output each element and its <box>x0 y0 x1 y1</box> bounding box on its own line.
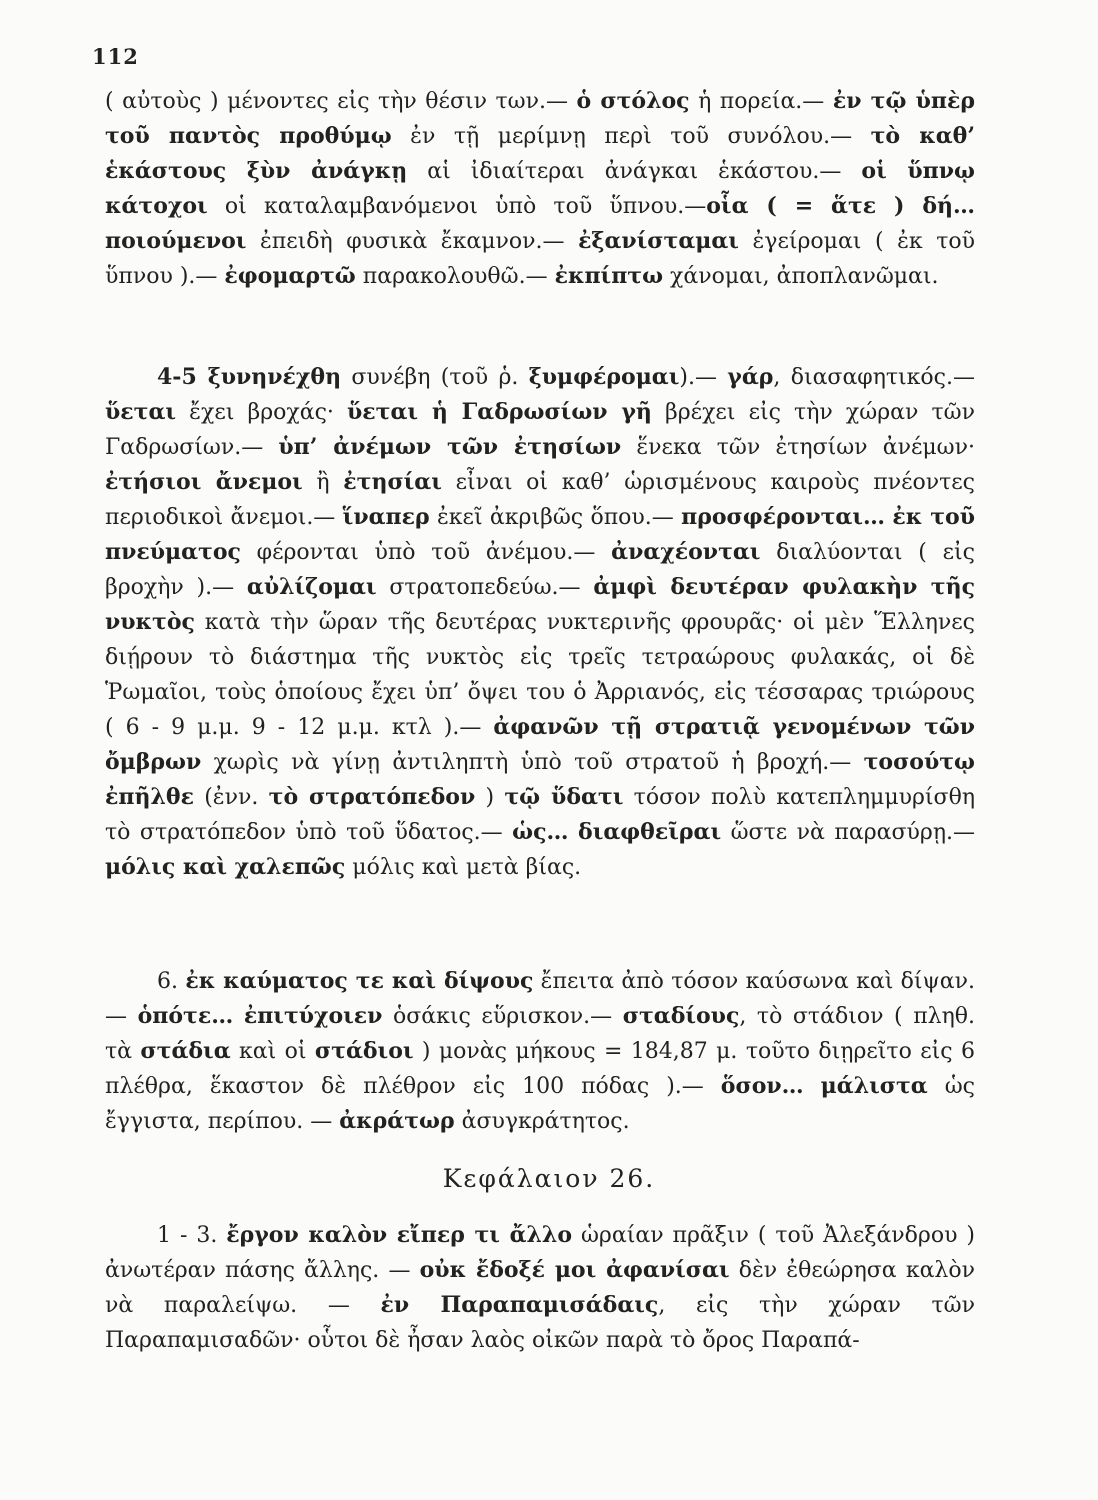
gloss-text: οἱ καταλαμβανόμενοι ὑπὸ τοῦ ὕπνου.— <box>207 194 707 219</box>
lemma-term: μόλις καὶ χαλεπῶς <box>105 854 346 880</box>
gloss-text: ἀσυγκράτητος. <box>454 1109 630 1134</box>
gloss-text: ( αὐτοὺς ) μένοντες εἰς τὴν θέσιν των.— <box>105 89 577 114</box>
lemma-term: ὑπ’ ἀνέμων τῶν ἐτησίων <box>278 434 622 460</box>
lemma-term: μάλιστα <box>820 1073 928 1099</box>
lemma-term: ἐξανίσταμαι <box>578 228 739 254</box>
chapter-heading: Κεφάλαιον 26. <box>442 1164 656 1193</box>
lemma-term: ἐκπίπτω <box>554 263 664 289</box>
lemma-term: 4-5 ξυνηνέχθη <box>157 364 342 390</box>
lemma-term: αὐλίζομαι <box>246 574 377 600</box>
lemma-term: ποιούμενοι <box>105 228 247 254</box>
lemma-term: ἵναπερ <box>342 504 430 530</box>
lemma-term: ὁ στόλος <box>576 88 690 114</box>
lemma-term: τοσούτῳ ἐπῆλθε <box>105 749 975 810</box>
gloss-text: βρέχει εἰς τὴν χώραν τῶν Γαδρωσίων.— <box>105 400 975 460</box>
gloss-text: ἔχει βροχάς· <box>176 400 348 425</box>
gloss-text: καὶ οἱ <box>230 1039 315 1064</box>
gloss-text: συνέβη (τοῦ ῥ. <box>341 365 529 390</box>
lemma-term: ἐν τῷ ὑπὲρ τοῦ παντὸς προθύμῳ <box>105 88 975 149</box>
lemma-term: ὁπότε… <box>137 1003 234 1029</box>
gloss-text: ἕνεκα τῶν ἐτησίων ἀνέμων· <box>621 435 975 460</box>
lemma-term: στάδια <box>140 1038 231 1064</box>
gloss-text: ).— <box>679 365 728 390</box>
gloss-text: ὡς ἔγγιστα, περίπου. — <box>105 1074 975 1134</box>
gloss-text: ἡ πορεία.— <box>689 89 833 114</box>
gloss-text <box>569 820 579 845</box>
gloss-text: ἢ <box>302 470 344 495</box>
gloss-text: εἶναι οἱ καθ’ ὡρισμένους καιροὺς πνέοντες περιοδικοὶ ἄνεμοι.— <box>105 470 975 530</box>
lemma-term: ὡς… <box>512 819 569 845</box>
lemma-term: στάδιοι <box>314 1038 414 1064</box>
gloss-text: , τὸ στάδιον ( πληθ. τὰ <box>105 1004 976 1064</box>
gloss-text: χωρὶς νὰ γίνῃ ἀντιληπτὴ ὑπὸ τοῦ στρατοῦ ἡ βροχή.— <box>201 750 864 775</box>
gloss-text: , εἰς τὴν χώραν τῶν Παραπαμισαδῶν· οὗτοι δὲ ἦσαν λαὸς οἰκῶν παρὰ τὸ ὄρος Παραπά- <box>105 1293 975 1353</box>
lemma-term: ἐτήσιοι ἄνεμοι <box>105 469 303 495</box>
lemma-term: οἷα ( = ἅτε ) δή… <box>706 193 975 219</box>
gloss-text: δὲν ἐθεώρησα καλὸν νὰ παραλείψω. — <box>105 1258 975 1318</box>
gloss-text: , διασαφητικός.— <box>773 365 975 390</box>
gloss-text: ἐν τῇ μερίμνῃ περὶ τοῦ συνόλου.— <box>391 124 871 149</box>
gloss-text <box>804 1074 821 1099</box>
lemma-term: οἱ ὕπνῳ κάτοχοι <box>105 158 975 219</box>
lemma-term: ἐτησίαι <box>343 469 442 495</box>
lemma-term: σταδίους <box>622 1003 740 1029</box>
lemma-term: γάρ <box>727 364 774 390</box>
lemma-term: ἐκ καύματος τε καὶ δίψους <box>185 968 534 994</box>
lemma-term: ὕεται ἡ Γαδρωσίων γῆ <box>347 399 652 425</box>
lemma-term: ἀναχέονται <box>611 539 761 565</box>
gloss-text: κατὰ τὴν ὥραν τῆς δευτέρας νυκτερινῆς φρουρᾶς· οἱ μὲν Ἕλληνες διῄρουν τὸ διάστημα τῆς νυκτὸς εἰς τρεῖς τετραώρους φυλακάς, οἱ δὲ Ῥωμαῖοι, τοὺς ὁποίους ἔχει ὑπ’ ὄψει του ὁ Ἀρριανός, εἰς τέσσαρας τριώρους ( 6 - 9 μ.μ. 9 - 12 μ.μ. κτλ ).— <box>105 610 975 740</box>
lemma-term: ἔργον καλὸν εἴπερ τι ἄλλο <box>226 1222 573 1248</box>
gloss-text: αἱ ἰδιαίτεραι ἀνάγκαι ἑκάστου.— <box>407 159 862 184</box>
lemma-term: τὸ στρατόπεδον <box>268 784 476 810</box>
lemma-term: ἀκράτωρ <box>339 1108 455 1134</box>
gloss-text: 6. <box>157 969 186 994</box>
gloss-text: ὡραίαν πρᾶξιν ( τοῦ Ἀλεξάνδρου ) ἀνωτέραν πάσης ἄλλης. — <box>105 1223 976 1283</box>
gloss-text: ὁσάκις εὕρισκον.— <box>382 1004 623 1029</box>
lemma-term: οὐκ ἔδοξέ μοι ἀφανίσαι <box>419 1257 730 1283</box>
commentary-paragraph-1-3 <box>105 1218 975 1358</box>
gloss-text <box>233 1004 244 1029</box>
gloss-text: στρατοπεδεύω.— <box>376 575 594 600</box>
commentary-paragraph-4-5 <box>105 360 975 885</box>
gloss-text: ) <box>475 785 505 810</box>
lemma-term: ἀφανῶν τῇ στρατιᾷ γενομένων τῶν ὄμβρων <box>105 714 975 775</box>
lemma-term: τὸ καθ’ ἑκάστους ξὺν ἀνάγκῃ <box>105 123 976 184</box>
lemma-term: ὅσον… <box>720 1073 804 1099</box>
gloss-text: (ἐνν. <box>193 785 269 810</box>
commentary-paragraph-1 <box>105 84 975 294</box>
lemma-term: ἐν Παραπαμισάδαις <box>380 1292 659 1318</box>
lemma-term: διαφθεῖραι <box>578 819 722 845</box>
gloss-text: διαλύονται ( εἰς βροχὴν ).— <box>105 540 975 600</box>
gloss-text: ) μονὰς μήκους = 184,87 μ. τοῦτο διῃρεῖτο εἰς 6 πλέθρα, ἕκαστον δὲ πλέθρον εἰς 100 πόδας ).— <box>105 1039 975 1099</box>
gloss-text: ἐγείρομαι ( ἐκ τοῦ ὕπνου ).— <box>105 229 975 289</box>
gloss-text: ἐκεῖ ἀκριβῶς ὅπου.— <box>429 505 682 530</box>
gloss-text: 1 - 3. <box>157 1223 227 1248</box>
lemma-term: ἐκ τοῦ πνεύματος <box>105 504 975 565</box>
page-number: 112 <box>92 44 139 69</box>
gloss-text: ὥστε νὰ παρασύρῃ.— <box>721 820 975 845</box>
commentary-paragraph-6 <box>105 964 975 1139</box>
gloss-text: φέρονται ὑπὸ τοῦ ἀνέμου.— <box>240 540 612 565</box>
gloss-text: παρακολουθῶ.— <box>355 264 555 289</box>
gloss-text: τόσον πολὺ κατεπλημμυρίσθη τὸ στρατόπεδον ὑπὸ τοῦ ὕδατος.— <box>105 785 975 845</box>
lemma-term: ἐφομαρτῶ <box>224 263 356 289</box>
lemma-term: ὕεται <box>105 399 177 425</box>
gloss-text: ἔπειτα ἀπὸ τόσον καύσωνα καὶ δίψαν.— <box>105 969 975 1029</box>
lemma-term: τῷ ὕδατι <box>504 784 624 810</box>
lemma-term: προσφέρονται… <box>681 504 885 530</box>
gloss-text: χάνομαι, ἀποπλανῶμαι. <box>663 264 939 289</box>
lemma-term: ξυμφέρομαι <box>528 364 680 390</box>
gloss-text: μόλις καὶ μετὰ βίας. <box>345 855 582 880</box>
lemma-term: ἀμφὶ δευτέραν φυλακὴν τῆς νυκτὸς <box>105 574 975 635</box>
gloss-text: ἐπειδὴ φυσικὰ ἔκαμνον.— <box>246 229 579 254</box>
lemma-term: ἐπιτύχοιεν <box>243 1003 383 1029</box>
